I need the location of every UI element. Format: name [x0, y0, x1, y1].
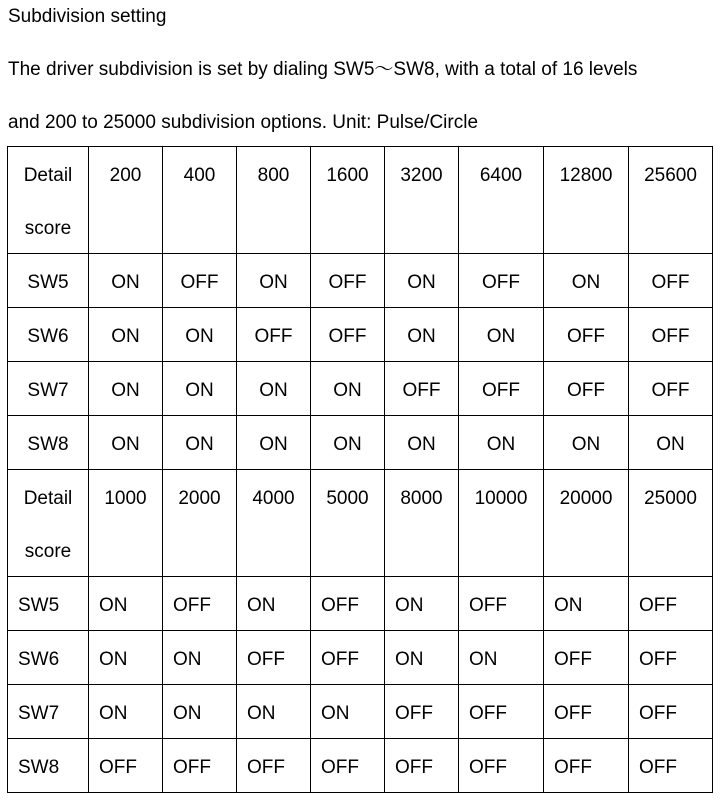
- switch-state-cell: [385, 631, 459, 685]
- subdivision-value: 6400: [479, 165, 523, 186]
- switch-state-cell: [629, 362, 713, 416]
- switch-state: ON: [259, 272, 288, 293]
- switch-state: ON: [185, 434, 214, 455]
- switch-state-cell: [237, 685, 311, 739]
- subdivision-value: 200: [109, 165, 142, 186]
- switch-state-cell: [163, 416, 237, 470]
- subdivision-value-cell: [163, 470, 237, 577]
- subdivision-value-cell: [459, 470, 544, 577]
- subdivision-value-cell: [459, 147, 544, 254]
- detail-score-header: [8, 147, 89, 254]
- switch-state-cell: [89, 631, 163, 685]
- subdivision-value: 12800: [559, 165, 613, 186]
- switch-state-cell: [544, 254, 629, 308]
- subdivision-value-cell: [629, 470, 713, 577]
- switch-state-cell: [544, 631, 629, 685]
- subdivision-value-cell: [163, 147, 237, 254]
- switch-state-cell: [237, 577, 311, 631]
- switch-state: ON: [469, 649, 498, 670]
- switch-state-cell: [544, 362, 629, 416]
- switch-state-cell: [629, 739, 713, 793]
- switch-label: [8, 631, 89, 685]
- switch-state-cell: [544, 739, 629, 793]
- switch-state-cell: [544, 308, 629, 362]
- switch-state: OFF: [469, 703, 507, 724]
- switch-state: ON: [554, 595, 583, 616]
- header-row: [8, 470, 713, 577]
- subdivision-value-cell: [89, 147, 163, 254]
- switch-state: OFF: [482, 272, 520, 293]
- switch-state-cell: [237, 254, 311, 308]
- switch-state: ON: [486, 326, 516, 347]
- switch-state: OFF: [554, 649, 592, 670]
- switch-label-text: SW6: [18, 649, 60, 670]
- switch-state: OFF: [639, 703, 677, 724]
- switch-state-cell: [89, 362, 163, 416]
- subdivision-block-b: [8, 470, 713, 793]
- switch-state: ON: [407, 272, 436, 293]
- switch-state-cell: [459, 416, 544, 470]
- switch-state: ON: [333, 434, 362, 455]
- switch-state: ON: [333, 380, 362, 401]
- subdivision-value: 1000: [104, 488, 147, 509]
- switch-state-cell: [385, 362, 459, 416]
- subdivision-value-cell: [544, 147, 629, 254]
- switch-state-cell: [385, 577, 459, 631]
- switch-state: ON: [571, 272, 601, 293]
- subdivision-table: [7, 146, 713, 793]
- switch-state: OFF: [321, 649, 359, 670]
- switch-label-text: SW8: [27, 434, 69, 455]
- switch-state: ON: [656, 434, 685, 455]
- subdivision-value: 2000: [178, 488, 221, 509]
- switch-state: ON: [185, 380, 214, 401]
- switch-state: ON: [99, 649, 128, 670]
- switch-state-cell: [459, 739, 544, 793]
- switch-state: OFF: [395, 703, 433, 724]
- subdivision-value-cell: [89, 470, 163, 577]
- subdivision-value-cell: [385, 470, 459, 577]
- switch-state-cell: [311, 362, 385, 416]
- detail-score-header: [8, 470, 89, 577]
- switch-state-cell: [163, 308, 237, 362]
- switch-state: OFF: [469, 595, 507, 616]
- switch-state: ON: [321, 703, 350, 724]
- switch-state-cell: [89, 577, 163, 631]
- switch-label: [8, 739, 89, 793]
- switch-label: [8, 577, 89, 631]
- switch-state: ON: [111, 326, 140, 347]
- switch-state: ON: [173, 703, 202, 724]
- switch-label: [8, 685, 89, 739]
- switch-label-text: SW7: [27, 380, 69, 401]
- switch-state: OFF: [651, 272, 690, 293]
- switch-state: OFF: [173, 595, 211, 616]
- switch-label-text: SW7: [18, 703, 60, 724]
- switch-label-text: SW5: [27, 272, 69, 293]
- switch-state: ON: [247, 703, 276, 724]
- header-row: [8, 147, 713, 254]
- switch-state-cell: [544, 577, 629, 631]
- switch-row-sw5: [8, 577, 713, 631]
- header-label-line1: Detail: [23, 165, 73, 186]
- switch-state-cell: [163, 631, 237, 685]
- switch-state: ON: [99, 703, 128, 724]
- header-label-line2: score: [24, 218, 72, 239]
- subdivision-value-cell: [311, 147, 385, 254]
- switch-state-cell: [311, 685, 385, 739]
- switch-state-cell: [237, 739, 311, 793]
- subdivision-value: 4000: [252, 488, 295, 509]
- switch-row-sw5: [8, 254, 713, 308]
- switch-state: ON: [486, 434, 516, 455]
- switch-state-cell: [629, 577, 713, 631]
- switch-state: ON: [259, 434, 288, 455]
- subdivision-value: 10000: [474, 488, 528, 509]
- switch-state-cell: [629, 416, 713, 470]
- subdivision-value: 5000: [326, 488, 369, 509]
- switch-state: OFF: [639, 595, 677, 616]
- switch-state-cell: [311, 254, 385, 308]
- switch-state-cell: [629, 685, 713, 739]
- switch-state-cell: [385, 739, 459, 793]
- switch-state-cell: [237, 362, 311, 416]
- switch-label-text: SW5: [18, 595, 60, 616]
- switch-state: ON: [247, 595, 276, 616]
- switch-state: OFF: [173, 757, 211, 778]
- switch-state: OFF: [247, 757, 285, 778]
- switch-label-text: SW6: [27, 326, 69, 347]
- switch-state-cell: [89, 739, 163, 793]
- switch-state: OFF: [99, 757, 137, 778]
- switch-state-cell: [459, 308, 544, 362]
- switch-state-cell: [311, 416, 385, 470]
- switch-state: OFF: [651, 326, 690, 347]
- switch-state: OFF: [567, 326, 605, 347]
- switch-state-cell: [459, 631, 544, 685]
- switch-state: ON: [259, 380, 288, 401]
- description-line: The driver subdivision is set by dialing SW5〜SW8, with a total of 16 levels: [8, 59, 638, 80]
- subdivision-value: 25000: [644, 488, 697, 509]
- switch-state-cell: [385, 254, 459, 308]
- subdivision-value-cell: [237, 147, 311, 254]
- switch-state: OFF: [328, 326, 367, 347]
- switch-label: [8, 416, 89, 470]
- switch-state-cell: [89, 416, 163, 470]
- switch-row-sw6: [8, 308, 713, 362]
- switch-state-cell: [311, 739, 385, 793]
- switch-label-text: SW8: [18, 757, 60, 778]
- switch-state: OFF: [567, 380, 605, 401]
- switch-state-cell: [544, 685, 629, 739]
- switch-state-cell: [89, 254, 163, 308]
- switch-state: ON: [395, 595, 424, 616]
- switch-state: OFF: [321, 595, 359, 616]
- switch-state-cell: [163, 685, 237, 739]
- switch-state-cell: [311, 631, 385, 685]
- switch-state: OFF: [639, 757, 677, 778]
- switch-state-cell: [89, 685, 163, 739]
- switch-row-sw7: [8, 685, 713, 739]
- switch-row-sw8: [8, 416, 713, 470]
- switch-state: OFF: [402, 380, 441, 401]
- switch-state: ON: [407, 326, 436, 347]
- subdivision-value-cell: [385, 147, 459, 254]
- switch-state-cell: [385, 685, 459, 739]
- switch-state: ON: [111, 434, 140, 455]
- subdivision-value: 20000: [559, 488, 613, 509]
- switch-state-cell: [385, 416, 459, 470]
- switch-label: [8, 308, 89, 362]
- switch-label: [8, 254, 89, 308]
- switch-state: ON: [99, 595, 128, 616]
- subdivision-value-cell: [544, 470, 629, 577]
- switch-row-sw8: [8, 739, 713, 793]
- switch-state: OFF: [554, 703, 592, 724]
- header-label-line2: score: [24, 541, 72, 562]
- subdivision-value: 8000: [400, 488, 443, 509]
- switch-state: OFF: [254, 326, 293, 347]
- switch-state: OFF: [180, 272, 219, 293]
- switch-state-cell: [629, 631, 713, 685]
- switch-state-cell: [163, 362, 237, 416]
- switch-state: ON: [571, 434, 601, 455]
- subdivision-value-cell: [629, 147, 713, 254]
- switch-state-cell: [544, 416, 629, 470]
- switch-state-cell: [237, 631, 311, 685]
- switch-state: ON: [111, 380, 140, 401]
- switch-state-cell: [311, 577, 385, 631]
- switch-state: OFF: [395, 757, 433, 778]
- switch-state: OFF: [482, 380, 520, 401]
- subdivision-block-a: [8, 147, 713, 470]
- switch-state: OFF: [639, 649, 677, 670]
- switch-state-cell: [459, 254, 544, 308]
- switch-state: OFF: [554, 757, 592, 778]
- switch-state-cell: [459, 577, 544, 631]
- switch-state: ON: [111, 272, 140, 293]
- switch-state: ON: [407, 434, 436, 455]
- switch-state-cell: [163, 577, 237, 631]
- section-title: Subdivision setting: [8, 6, 167, 27]
- switch-state: ON: [185, 326, 214, 347]
- switch-state-cell: [311, 308, 385, 362]
- switch-state-cell: [163, 739, 237, 793]
- subdivision-value-cell: [237, 470, 311, 577]
- switch-state-cell: [237, 416, 311, 470]
- switch-state: OFF: [469, 757, 507, 778]
- switch-state: OFF: [247, 649, 285, 670]
- subdivision-value: 1600: [326, 165, 369, 186]
- switch-state-cell: [629, 308, 713, 362]
- switch-state: ON: [395, 649, 424, 670]
- subdivision-value: 25600: [644, 165, 697, 186]
- switch-state-cell: [629, 254, 713, 308]
- switch-state-cell: [163, 254, 237, 308]
- switch-state-cell: [459, 362, 544, 416]
- subdivision-value: 800: [257, 165, 290, 186]
- switch-state: OFF: [651, 380, 690, 401]
- subdivision-value: 3200: [400, 165, 443, 186]
- header-label-line1: Detail: [23, 488, 73, 509]
- switch-state: OFF: [321, 757, 359, 778]
- switch-row-sw6: [8, 631, 713, 685]
- switch-state-cell: [459, 685, 544, 739]
- subdivision-value-cell: [311, 470, 385, 577]
- description-line: and 200 to 25000 subdivision options. Unit: Pulse/Circle: [8, 112, 479, 133]
- switch-state: ON: [173, 649, 202, 670]
- switch-label: [8, 362, 89, 416]
- switch-state-cell: [385, 308, 459, 362]
- switch-row-sw7: [8, 362, 713, 416]
- switch-state-cell: [237, 308, 311, 362]
- switch-state: OFF: [328, 272, 367, 293]
- subdivision-value: 400: [183, 165, 216, 186]
- switch-state-cell: [89, 308, 163, 362]
